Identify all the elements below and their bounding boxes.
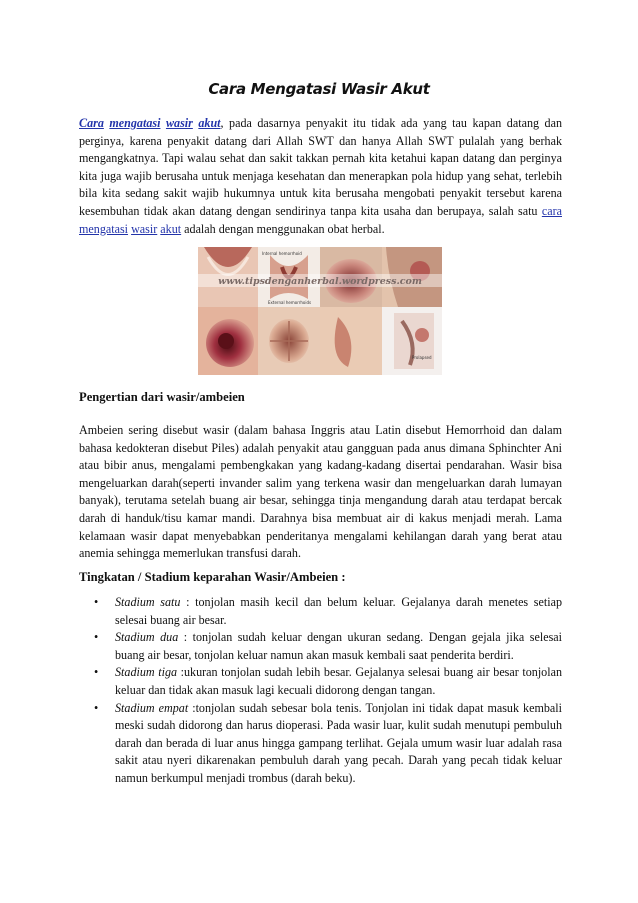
intro-paragraph bbox=[79, 115, 562, 238]
figure-label-internal: Internal hemorrhoid bbox=[262, 251, 302, 256]
stadium-term: Stadium empat bbox=[115, 700, 189, 715]
section1-heading: Pengertian dari wasir/ambeien bbox=[79, 390, 245, 404]
stadium-text: : tonjolan sudah keluar dengan ukuran sedang. Dengan gejala jika selesai buang air besar, tonjolan keluar namun akan masuk kembali saat penderita berdiri. bbox=[115, 630, 562, 662]
stadium-text: :tonjolan sudah sebesar bola tenis. Tonjolan ini tidak dapat masuk kembali meski sudah didorong dan harus dioperasi. Pada wasir luar, kulit sudah menutupi pembuluh darah dan berada di luar anus hingga gampang terlihat. Gejala umum wasir luar adalah rasa sakit atau nyeri dikarenakan pembuluh darah yang pecah. Darah yang pecah tidak keluar namun berkumpul menjadi trombus (darah beku). bbox=[115, 700, 562, 785]
figure-watermark: www.tipsdenganherbal.wordpress.com bbox=[218, 276, 422, 287]
link-wasir[interactable]: wasir bbox=[165, 116, 193, 130]
page-title: Cara Mengatasi Wasir Akut bbox=[208, 80, 430, 98]
link-cara-mengatasi[interactable]: cara mengatasi bbox=[79, 203, 562, 236]
bullet-icon: • bbox=[94, 595, 99, 609]
bullet-icon: • bbox=[94, 700, 99, 715]
stadium-list bbox=[79, 594, 562, 788]
list-item bbox=[79, 664, 562, 699]
stadium-text: :ukuran tonjolan sudah lebih besar. Gejalanya selesai buang air besar tonjolan keluar dan tidak akan masuk lagi kecuali didorong dengan tangan. bbox=[115, 665, 562, 697]
stadium-term: Stadium satu bbox=[115, 595, 181, 609]
intro-text-2: adalah dengan menggunakan obat herbal. bbox=[181, 221, 385, 236]
list-item bbox=[79, 700, 562, 788]
hemorrhoid-collage-image bbox=[198, 247, 442, 375]
figure-label-external: External hemorrhoids bbox=[268, 300, 312, 305]
intro-text-1: , pada dasarnya penyakit itu tidak ada yang tau kapan datang dan perginya, karena penyakit datang dari Allah SWT dan hanya Allah SWT pulalah yang berhak mengangkatnya. Tapi walau sehat dan sakit takkan pernah kita ketahui kapan datang dan perginya kita juga wajib berusaha untuk menjaga kesehatan dan menerapkan pola hidup yang sehat, terlebih bila kita sedang sakit wajib hukumnya untuk kita berusaha mengobati penyakit tersebut karena kesembuhan tidak akan datang dengan sendirinya tanpa kita usaha dan berupaya, salah satu bbox=[79, 116, 562, 218]
stadium-term: Stadium dua bbox=[115, 630, 179, 645]
link-akut-2[interactable]: akut bbox=[160, 221, 182, 236]
section1-body: Ambeien sering disebut wasir (dalam bahasa Inggris atau Latin disebut Hemorrhoid dan dalam bahasa kedokteran disebut Piles) adalah penyakit atau gangguan pada anus dimana Sphinchter Ani atau bibir anus, mengalami pembengkakan yang kadang-kadang disertai pendarahan. Wasir bisa mengeluarkan darah(seperti invander salim yang terkena wasir dan mengeluarkan darah lumayan banyak), terutama setelah buang air besar, sehingga tinja mengandung darah atau terdapat bercak darah di handuk/tisu kamar mandi. Darahnya bisa membuat air di kakus menjadi merah. Lama kelamaan wasir dapat menyebabkan penderitanya mengalami kehilangan darah yang berat atau anemia sehingga memerlukan transfusi darah. bbox=[79, 423, 562, 561]
list-item bbox=[79, 594, 562, 629]
figure-label-prolapsed: Prolapsed bbox=[412, 355, 432, 360]
link-wasir-2[interactable]: wasir bbox=[131, 221, 158, 236]
link-akut[interactable]: akut bbox=[198, 116, 221, 130]
link-mengatasi[interactable]: mengatasi bbox=[109, 116, 161, 130]
stadium-text: : tonjolan masih kecil dan belum keluar. Gejalanya darah menetes setiap selesai buang air besar. bbox=[115, 595, 563, 627]
link-cara[interactable]: Cara bbox=[79, 116, 104, 130]
list-item bbox=[79, 629, 562, 664]
bullet-icon: • bbox=[94, 630, 99, 645]
section2-heading: Tingkatan / Stadium keparahan Wasir/Ambeien : bbox=[79, 570, 346, 584]
stadium-term: Stadium tiga bbox=[115, 665, 178, 680]
bullet-icon: • bbox=[94, 665, 99, 680]
